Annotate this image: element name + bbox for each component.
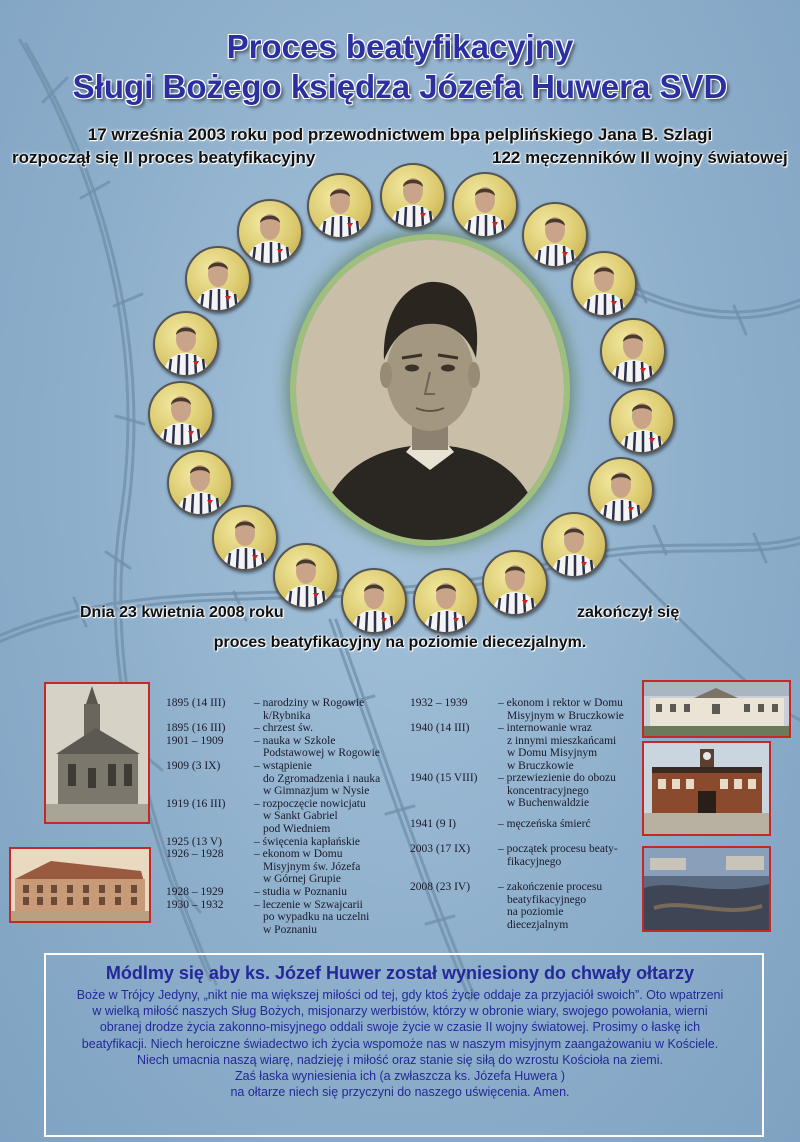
timeline-event: beatyfikacyjnego	[507, 893, 587, 906]
martyr-medallion-icon	[273, 543, 339, 609]
church-photo	[44, 682, 150, 824]
timeline-event: pod Wiedniem	[263, 823, 331, 835]
timeline-event: po wypadku na uczelni	[263, 911, 370, 924]
camp-ruins-photo	[642, 846, 771, 932]
subtitle-line-1: 17 września 2003 roku pod przewodnictwem bpa pelplińskiego Jana B. Szlagi	[87, 125, 713, 144]
timeline-event: – studia w Poznaniu	[254, 886, 347, 898]
timeline-event: – narodziny w Rogowie	[254, 697, 365, 709]
closing-right: zakończył się	[577, 604, 680, 621]
timeline-event: diecezjalnym	[507, 918, 569, 931]
timeline-event: – leczenie w Szwajcarii	[254, 898, 363, 911]
timeline-event: – początek procesu beaty-	[498, 843, 618, 855]
timeline-event: – wstąpienie	[254, 760, 312, 772]
martyr-medallion-icon	[600, 318, 666, 384]
martyr-medallion-icon	[482, 550, 548, 616]
timeline-event: – rozpoczęcie nowicjatu	[254, 797, 366, 810]
martyr-medallion-icon	[413, 568, 479, 634]
timeline-date: 1895 (16 III)	[166, 722, 226, 735]
timeline-event: w Sankt Gabriel	[263, 810, 338, 823]
timeline-event: – nauka w Szkole	[254, 734, 336, 747]
timeline-event: – internowanie wraz	[498, 722, 592, 734]
martyr-medallion-icon	[237, 199, 303, 265]
prayer-line: obranej drodze życia zakonno-misyjnego oddali swoje życie w czasie II wojny światowej. Prosimy o łaskę ich	[99, 1020, 701, 1035]
timeline-event: – zakończenie procesu	[498, 881, 603, 893]
martyr-medallion-icon	[571, 251, 637, 317]
timeline-event: w Bruczkowie	[507, 759, 574, 772]
timeline-event: w Górnej Grupie	[263, 873, 341, 886]
timeline-event: z innymi mieszkańcami	[507, 734, 617, 747]
martyr-medallion-icon	[212, 505, 278, 571]
prayer-line: Niech umacnia naszą wiarę, nadzieję i miłość oraz stanie się siłą do wzrostu Kościoła na ziemi.	[137, 1052, 663, 1067]
timeline-event: Misyjnym św. Józefa	[263, 860, 361, 873]
timeline-date: 1928 – 1929	[166, 886, 224, 898]
prayer-line: beatyfikacji. Niech heroiczne świadectwo ich życia wspomoże nas w naszym misyjnym zaangażowaniu w Kościele.	[81, 1036, 719, 1051]
martyr-medallion-icon	[307, 173, 373, 239]
martyr-medallion-icon	[185, 246, 251, 312]
timeline-event: k/Rybnika	[263, 709, 311, 722]
timeline-date: 1941 (9 I)	[410, 818, 456, 830]
timeline-date: 1895 (14 III)	[166, 697, 226, 709]
martyr-medallion-icon	[341, 568, 407, 634]
martyr-medallion-icon	[148, 381, 214, 447]
timeline-event: – męczeńska śmierć	[498, 818, 591, 830]
martyr-medallion-icon	[541, 512, 607, 578]
timeline-date: 1940 (14 III)	[410, 722, 470, 734]
subtitle-left: rozpoczął się II proces beatyfikacyjny	[12, 148, 316, 167]
timeline-event: – chrzest św.	[254, 722, 313, 735]
timeline-date: 1901 – 1909	[166, 734, 224, 747]
title-line-2: Sługi Bożego księdza Józefa Huwera SVD	[72, 68, 728, 105]
timeline-date: 1940 (15 VIII)	[410, 772, 478, 784]
closing-line-2: proces beatyfikacyjny na poziomie diecezjalnym.	[213, 634, 587, 651]
martyr-medallion-icon	[167, 450, 233, 516]
martyr-medallion-icon	[588, 457, 654, 523]
timeline-date: 1919 (16 III)	[166, 797, 226, 810]
closing-left: Dnia 23 kwietnia 2008 roku	[80, 604, 284, 621]
timeline-event: – święcenia kapłańskie	[254, 835, 361, 848]
timeline-date: 1932 – 1939	[410, 697, 468, 709]
bruczkow-house-photo	[642, 680, 791, 738]
timeline-date: 1909 (3 IX)	[166, 760, 221, 772]
prayer-line: Boże w Trójcy Jedyny, „nikt nie ma większej miłości od tej, gdy ktoś życie oddaje za przyjaciół swoich”. Oto wpatrzeni	[76, 988, 724, 1002]
timeline-event: w Gimnazjum w Nysie	[263, 785, 370, 798]
mission-house-photo	[9, 847, 151, 923]
timeline-event: koncentracyjnego	[507, 784, 589, 797]
martyr-medallion-icon	[380, 163, 446, 229]
timeline-event: w Domu Misyjnym	[507, 747, 598, 760]
timeline-date: 2008 (23 IV)	[410, 881, 471, 893]
martyr-medallion-icon	[153, 311, 219, 377]
timeline-event: w Poznaniu	[263, 923, 317, 936]
subtitle-right: 122 męczenników II wojny światowej	[492, 148, 788, 167]
timeline-date: 1930 – 1932	[166, 898, 224, 911]
timeline-event: w Buchenwaldzie	[507, 797, 590, 810]
timeline-event: – przewiezienie do obozu	[498, 772, 616, 784]
timeline-event: – ekonom i rektor w Domu	[498, 697, 623, 709]
prayer-line: na ołtarze niech się przyczyni do naszego uświęcenia. Amen.	[230, 1085, 570, 1100]
timeline-event: Podstawowej w Rogowie	[263, 747, 380, 760]
timeline-event: do Zgromadzenia i nauka	[263, 772, 381, 785]
timeline-event: na poziomie	[507, 906, 564, 919]
martyr-medallion-icon	[609, 388, 675, 454]
timeline-event: – ekonom w Domu	[254, 848, 343, 861]
title-line-1: Proces beatyfikacyjny	[226, 28, 574, 65]
prayer-line: Zaś łaska wyniesienia ich (a zwłaszcza ks. Józefa Huwera )	[235, 1069, 565, 1083]
timeline-date: 1925 (13 V)	[166, 835, 223, 848]
buchenwald-gate-photo	[642, 741, 771, 836]
prayer-line: w wielką miłość naszych Sług Bożych, misjonarzy werbistów, którzy w obronie wiary, swojego powołania, wierni	[92, 1004, 708, 1019]
martyr-medallion-icon	[522, 202, 588, 268]
timeline-event: fikacyjnego	[507, 855, 562, 868]
portrait-photo	[296, 240, 564, 540]
timeline-date: 1926 – 1928	[166, 848, 224, 861]
martyr-medallion-icon	[452, 172, 518, 238]
timeline-date: 2003 (17 IX)	[410, 843, 471, 855]
timeline-event: Misyjnym w Bruczkowie	[507, 709, 624, 722]
prayer-title: Módlmy się aby ks. Józef Huwer został wyniesiony do chwały ołtarzy	[105, 963, 695, 983]
